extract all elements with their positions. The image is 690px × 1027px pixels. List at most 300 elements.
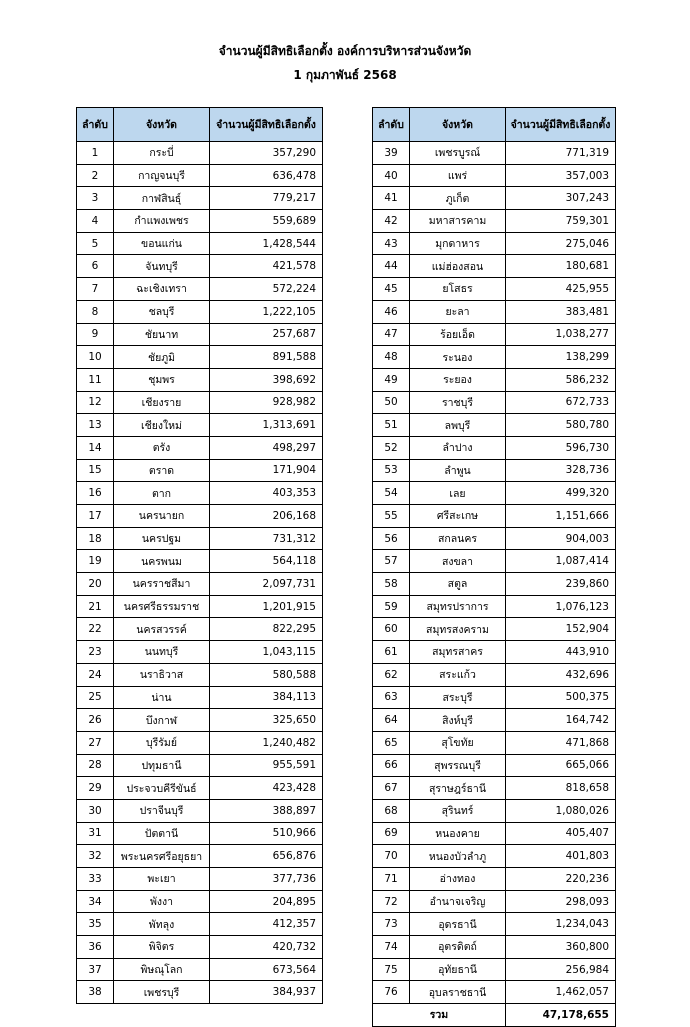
cell-province: อำนาจเจริญ — [410, 890, 506, 913]
cell-no: 55 — [373, 505, 410, 528]
cell-province: ชัยนาท — [114, 323, 210, 346]
cell-no: 39 — [373, 142, 410, 165]
cell-voters: 636,478 — [210, 164, 323, 187]
cell-province: แม่ฮ่องสอน — [410, 255, 506, 278]
table-row — [77, 505, 323, 528]
table-row — [77, 890, 323, 913]
table-row — [77, 777, 323, 800]
cell-voters: 257,687 — [210, 323, 323, 346]
cell-province: ลำปาง — [410, 436, 506, 459]
cell-voters: 401,803 — [506, 845, 616, 868]
cell-no: 43 — [373, 232, 410, 255]
cell-province: พะเยา — [114, 868, 210, 891]
cell-province: ตาก — [114, 482, 210, 505]
table-row — [77, 641, 323, 664]
cell-no: 71 — [373, 868, 410, 891]
cell-province: ประจวบคีรีขันธ์ — [114, 777, 210, 800]
table-row — [373, 731, 616, 754]
cell-voters: 171,904 — [210, 459, 323, 482]
cell-no: 47 — [373, 323, 410, 346]
cell-voters: 138,299 — [506, 346, 616, 369]
cell-province: อุทัยธานี — [410, 958, 506, 981]
table-row — [77, 573, 323, 596]
cell-voters: 220,236 — [506, 868, 616, 891]
table-row — [77, 731, 323, 754]
cell-voters: 771,319 — [506, 142, 616, 165]
cell-voters: 239,860 — [506, 573, 616, 596]
cell-province: ชัยภูมิ — [114, 346, 210, 369]
cell-province: สตูล — [410, 573, 506, 596]
cell-no: 74 — [373, 936, 410, 959]
cell-no: 33 — [77, 868, 114, 891]
cell-voters: 403,353 — [210, 482, 323, 505]
cell-province: สุโขทัย — [410, 731, 506, 754]
cell-voters: 510,966 — [210, 822, 323, 845]
table-row — [373, 550, 616, 573]
total-label: รวม — [373, 1004, 506, 1027]
cell-voters: 1,038,277 — [506, 323, 616, 346]
cell-no: 3 — [77, 187, 114, 210]
cell-voters: 204,895 — [210, 890, 323, 913]
table-row — [373, 641, 616, 664]
cell-no: 68 — [373, 799, 410, 822]
cell-no: 35 — [77, 913, 114, 936]
cell-voters: 2,097,731 — [210, 573, 323, 596]
table-row — [373, 573, 616, 596]
cell-province: นครสวรรค์ — [114, 618, 210, 641]
cell-province: เลย — [410, 482, 506, 505]
cell-no: 9 — [77, 323, 114, 346]
cell-voters: 180,681 — [506, 255, 616, 278]
table-row — [373, 436, 616, 459]
cell-province: ขอนแก่น — [114, 232, 210, 255]
cell-province: พิษณุโลก — [114, 958, 210, 981]
cell-no: 21 — [77, 595, 114, 618]
table-row — [373, 754, 616, 777]
cell-province: ปราจีนบุรี — [114, 799, 210, 822]
table-row — [373, 278, 616, 301]
cell-voters: 206,168 — [210, 505, 323, 528]
cell-voters: 759,301 — [506, 210, 616, 233]
header-voters: จำนวนผู้มีสิทธิเลือกตั้ง — [210, 108, 323, 142]
cell-province: ยะลา — [410, 300, 506, 323]
cell-no: 44 — [373, 255, 410, 278]
table-row — [77, 913, 323, 936]
table-row — [77, 255, 323, 278]
header-no: ลำดับ — [77, 108, 114, 142]
cell-province: ระนอง — [410, 346, 506, 369]
cell-voters: 325,650 — [210, 709, 323, 732]
table-row — [373, 414, 616, 437]
cell-province: อ่างทอง — [410, 868, 506, 891]
table-row — [77, 981, 323, 1004]
cell-no: 45 — [373, 278, 410, 301]
cell-voters: 1,462,057 — [506, 981, 616, 1004]
cell-no: 16 — [77, 482, 114, 505]
table-row — [373, 709, 616, 732]
table-row — [77, 300, 323, 323]
cell-voters: 383,481 — [506, 300, 616, 323]
table-header-row — [373, 108, 616, 142]
table-row — [373, 890, 616, 913]
table-row — [373, 913, 616, 936]
cell-no: 11 — [77, 368, 114, 391]
table-row — [77, 709, 323, 732]
cell-voters: 955,591 — [210, 754, 323, 777]
table-row — [373, 368, 616, 391]
cell-province: แพร่ — [410, 164, 506, 187]
cell-voters: 499,320 — [506, 482, 616, 505]
cell-province: ปทุมธานี — [114, 754, 210, 777]
cell-no: 7 — [77, 278, 114, 301]
table-row — [77, 164, 323, 187]
cell-province: กำแพงเพชร — [114, 210, 210, 233]
table-row — [373, 187, 616, 210]
cell-province: นครนายก — [114, 505, 210, 528]
table-row — [77, 686, 323, 709]
cell-no: 41 — [373, 187, 410, 210]
cell-province: สุพรรณบุรี — [410, 754, 506, 777]
table-row — [77, 482, 323, 505]
table-row — [373, 232, 616, 255]
cell-province: ฉะเชิงเทรา — [114, 278, 210, 301]
cell-voters: 275,046 — [506, 232, 616, 255]
cell-province: เพชรบุรี — [114, 981, 210, 1004]
cell-voters: 500,375 — [506, 686, 616, 709]
cell-voters: 586,232 — [506, 368, 616, 391]
cell-voters: 731,312 — [210, 527, 323, 550]
cell-no: 63 — [373, 686, 410, 709]
cell-no: 8 — [77, 300, 114, 323]
table-row — [373, 845, 616, 868]
table-row — [77, 187, 323, 210]
cell-voters: 1,222,105 — [210, 300, 323, 323]
table-row — [77, 346, 323, 369]
cell-no: 61 — [373, 641, 410, 664]
cell-no: 32 — [77, 845, 114, 868]
cell-voters: 498,297 — [210, 436, 323, 459]
cell-province: มุกดาหาร — [410, 232, 506, 255]
cell-province: นนทบุรี — [114, 641, 210, 664]
cell-voters: 673,564 — [210, 958, 323, 981]
cell-no: 69 — [373, 822, 410, 845]
cell-province: ลำพูน — [410, 459, 506, 482]
cell-no: 15 — [77, 459, 114, 482]
cell-voters: 580,780 — [506, 414, 616, 437]
cell-voters: 596,730 — [506, 436, 616, 459]
cell-no: 40 — [373, 164, 410, 187]
table-row — [77, 459, 323, 482]
cell-no: 19 — [77, 550, 114, 573]
table-row — [77, 618, 323, 641]
cell-province: สระแก้ว — [410, 663, 506, 686]
header-voters: จำนวนผู้มีสิทธิเลือกตั้ง — [506, 108, 616, 142]
cell-voters: 580,588 — [210, 663, 323, 686]
cell-province: สมุทรสาคร — [410, 641, 506, 664]
table-row — [77, 550, 323, 573]
cell-voters: 904,003 — [506, 527, 616, 550]
cell-province: ร้อยเอ็ด — [410, 323, 506, 346]
total-row — [373, 1004, 616, 1027]
cell-province: อุตรดิตถ์ — [410, 936, 506, 959]
cell-voters: 1,240,482 — [210, 731, 323, 754]
cell-no: 31 — [77, 822, 114, 845]
table-row — [77, 595, 323, 618]
cell-no: 72 — [373, 890, 410, 913]
table-row — [373, 936, 616, 959]
cell-voters: 388,897 — [210, 799, 323, 822]
cell-no: 73 — [373, 913, 410, 936]
cell-voters: 298,093 — [506, 890, 616, 913]
cell-province: สมุทรปราการ — [410, 595, 506, 618]
cell-voters: 656,876 — [210, 845, 323, 868]
cell-province: เชียงใหม่ — [114, 414, 210, 437]
cell-province: พิจิตร — [114, 936, 210, 959]
cell-voters: 1,087,414 — [506, 550, 616, 573]
cell-no: 28 — [77, 754, 114, 777]
cell-voters: 822,295 — [210, 618, 323, 641]
table-row — [373, 142, 616, 165]
cell-province: ภูเก็ต — [410, 187, 506, 210]
cell-voters: 1,043,115 — [210, 641, 323, 664]
cell-voters: 152,904 — [506, 618, 616, 641]
cell-voters: 420,732 — [210, 936, 323, 959]
cell-no: 51 — [373, 414, 410, 437]
cell-no: 36 — [77, 936, 114, 959]
cell-no: 18 — [77, 527, 114, 550]
cell-no: 52 — [373, 436, 410, 459]
cell-province: ชุมพร — [114, 368, 210, 391]
cell-no: 76 — [373, 981, 410, 1004]
cell-voters: 328,736 — [506, 459, 616, 482]
cell-province: อุบลราชธานี — [410, 981, 506, 1004]
table-row — [373, 799, 616, 822]
cell-province: สมุทรสงคราม — [410, 618, 506, 641]
cell-province: บึงกาฬ — [114, 709, 210, 732]
table-row — [77, 210, 323, 233]
table-row — [77, 754, 323, 777]
cell-voters: 559,689 — [210, 210, 323, 233]
cell-voters: 384,937 — [210, 981, 323, 1004]
table-row — [373, 958, 616, 981]
table-row — [77, 822, 323, 845]
cell-province: สงขลา — [410, 550, 506, 573]
table-row — [77, 391, 323, 414]
cell-no: 10 — [77, 346, 114, 369]
cell-no: 42 — [373, 210, 410, 233]
cell-no: 70 — [373, 845, 410, 868]
cell-no: 48 — [373, 346, 410, 369]
cell-no: 22 — [77, 618, 114, 641]
voters-table-left — [76, 107, 323, 1004]
cell-province: เชียงราย — [114, 391, 210, 414]
cell-voters: 384,113 — [210, 686, 323, 709]
cell-no: 54 — [373, 482, 410, 505]
cell-voters: 1,076,123 — [506, 595, 616, 618]
cell-province: น่าน — [114, 686, 210, 709]
table-row — [77, 799, 323, 822]
table-row — [77, 845, 323, 868]
cell-voters: 425,955 — [506, 278, 616, 301]
cell-voters: 443,910 — [506, 641, 616, 664]
cell-voters: 423,428 — [210, 777, 323, 800]
table-row — [77, 436, 323, 459]
page-subtitle-date: 1 กุมภาพันธ์ 2568 — [293, 68, 397, 82]
cell-no: 29 — [77, 777, 114, 800]
header-province: จังหวัด — [410, 108, 506, 142]
cell-province: พังงา — [114, 890, 210, 913]
cell-voters: 572,224 — [210, 278, 323, 301]
cell-no: 58 — [373, 573, 410, 596]
table-row — [373, 323, 616, 346]
table-row — [373, 300, 616, 323]
cell-voters: 891,588 — [210, 346, 323, 369]
cell-no: 4 — [77, 210, 114, 233]
cell-voters: 164,742 — [506, 709, 616, 732]
cell-province: นครปฐม — [114, 527, 210, 550]
cell-province: มหาสารคาม — [410, 210, 506, 233]
cell-voters: 1,080,026 — [506, 799, 616, 822]
cell-province: ยโสธร — [410, 278, 506, 301]
cell-province: หนองบัวลำภู — [410, 845, 506, 868]
table-row — [373, 595, 616, 618]
cell-province: อุดรธานี — [410, 913, 506, 936]
cell-no: 64 — [373, 709, 410, 732]
cell-no: 14 — [77, 436, 114, 459]
cell-no: 23 — [77, 641, 114, 664]
cell-province: ตราด — [114, 459, 210, 482]
table-row — [373, 459, 616, 482]
table-row — [77, 663, 323, 686]
cell-voters: 405,407 — [506, 822, 616, 845]
header-no: ลำดับ — [373, 108, 410, 142]
cell-no: 37 — [77, 958, 114, 981]
table-row — [373, 822, 616, 845]
cell-voters: 1,234,043 — [506, 913, 616, 936]
cell-no: 2 — [77, 164, 114, 187]
cell-province: เพชรบูรณ์ — [410, 142, 506, 165]
table-row — [77, 142, 323, 165]
cell-no: 17 — [77, 505, 114, 528]
table-row — [373, 346, 616, 369]
cell-province: ราชบุรี — [410, 391, 506, 414]
cell-voters: 779,217 — [210, 187, 323, 210]
cell-voters: 1,428,544 — [210, 232, 323, 255]
table-row — [373, 618, 616, 641]
cell-voters: 665,066 — [506, 754, 616, 777]
table-row — [373, 868, 616, 891]
table-row — [77, 368, 323, 391]
cell-province: ปัตตานี — [114, 822, 210, 845]
cell-province: พระนครศรีอยุธยา — [114, 845, 210, 868]
cell-no: 67 — [373, 777, 410, 800]
cell-voters: 1,151,666 — [506, 505, 616, 528]
cell-voters: 357,003 — [506, 164, 616, 187]
table-row — [77, 278, 323, 301]
cell-voters: 412,357 — [210, 913, 323, 936]
cell-no: 56 — [373, 527, 410, 550]
cell-province: ระยอง — [410, 368, 506, 391]
table-row — [373, 210, 616, 233]
cell-province: สกลนคร — [410, 527, 506, 550]
cell-voters: 307,243 — [506, 187, 616, 210]
cell-province: กาญจนบุรี — [114, 164, 210, 187]
cell-no: 12 — [77, 391, 114, 414]
table-row — [77, 414, 323, 437]
cell-no: 49 — [373, 368, 410, 391]
table-row — [77, 527, 323, 550]
cell-province: ลพบุรี — [410, 414, 506, 437]
cell-voters: 360,800 — [506, 936, 616, 959]
cell-no: 25 — [77, 686, 114, 709]
table-row — [373, 255, 616, 278]
cell-no: 30 — [77, 799, 114, 822]
table-header-row — [77, 108, 323, 142]
cell-voters: 432,696 — [506, 663, 616, 686]
header-province: จังหวัด — [114, 108, 210, 142]
table-row — [373, 663, 616, 686]
cell-province: นครราชสีมา — [114, 573, 210, 596]
cell-province: สุราษฎร์ธานี — [410, 777, 506, 800]
cell-voters: 928,982 — [210, 391, 323, 414]
cell-no: 66 — [373, 754, 410, 777]
cell-no: 34 — [77, 890, 114, 913]
cell-voters: 357,290 — [210, 142, 323, 165]
cell-voters: 672,733 — [506, 391, 616, 414]
cell-no: 57 — [373, 550, 410, 573]
cell-province: นครพนม — [114, 550, 210, 573]
cell-no: 60 — [373, 618, 410, 641]
cell-province: สิงห์บุรี — [410, 709, 506, 732]
table-row — [77, 936, 323, 959]
table-row — [373, 164, 616, 187]
cell-province: นราธิวาส — [114, 663, 210, 686]
cell-no: 5 — [77, 232, 114, 255]
cell-voters: 564,118 — [210, 550, 323, 573]
cell-province: สุรินทร์ — [410, 799, 506, 822]
cell-no: 75 — [373, 958, 410, 981]
cell-province: บุรีรัมย์ — [114, 731, 210, 754]
cell-province: กระบี่ — [114, 142, 210, 165]
cell-no: 6 — [77, 255, 114, 278]
table-row — [373, 686, 616, 709]
cell-province: ตรัง — [114, 436, 210, 459]
cell-no: 62 — [373, 663, 410, 686]
cell-province: กาฬสินธุ์ — [114, 187, 210, 210]
cell-no: 13 — [77, 414, 114, 437]
table-row — [373, 777, 616, 800]
cell-no: 24 — [77, 663, 114, 686]
cell-province: ชลบุรี — [114, 300, 210, 323]
cell-no: 46 — [373, 300, 410, 323]
cell-no: 50 — [373, 391, 410, 414]
cell-voters: 256,984 — [506, 958, 616, 981]
table-row — [373, 391, 616, 414]
cell-no: 20 — [77, 573, 114, 596]
cell-no: 27 — [77, 731, 114, 754]
cell-no: 26 — [77, 709, 114, 732]
cell-voters: 398,692 — [210, 368, 323, 391]
table-row — [77, 232, 323, 255]
cell-province: สระบุรี — [410, 686, 506, 709]
cell-province: นครศรีธรรมราช — [114, 595, 210, 618]
voters-table-right — [372, 107, 616, 1027]
table-row — [77, 323, 323, 346]
page-title: จำนวนผู้มีสิทธิเลือกตั้ง องค์การบริหารส่วนจังหวัด — [218, 44, 472, 58]
cell-voters: 377,736 — [210, 868, 323, 891]
cell-no: 65 — [373, 731, 410, 754]
table-row — [373, 482, 616, 505]
